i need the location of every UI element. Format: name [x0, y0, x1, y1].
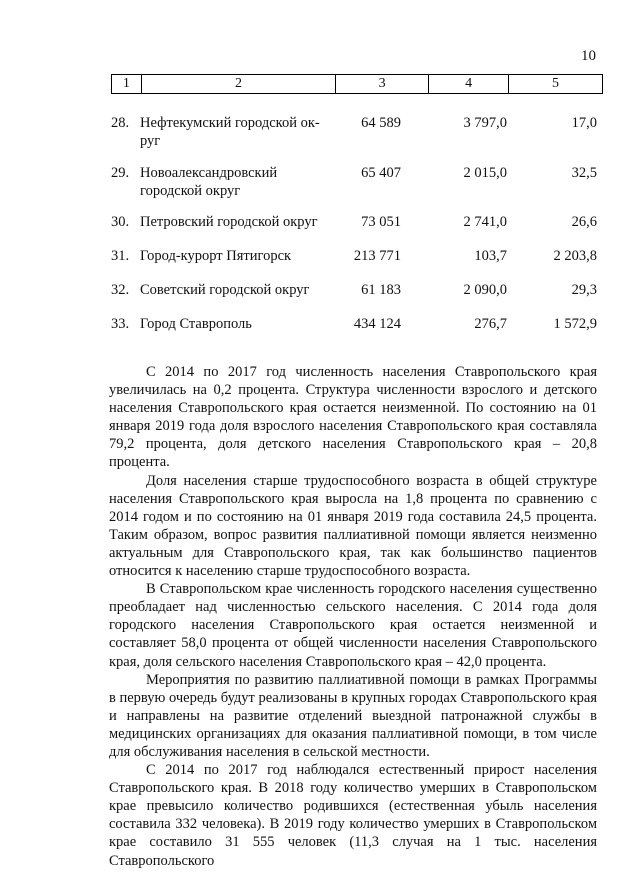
density-value: 29,3: [571, 282, 597, 298]
paragraph: В Ставропольском крае численность городского населения существенно преобладает над численностью сельского населения. С 2014 года доля городского населения Ставропольского края остается неизменной и составляет 58,0 процента от общей численности населения Ставропольского края, доля сельского населения Ставропольского края – 42,0 процента.: [109, 581, 597, 670]
population-value: 61 183: [361, 282, 401, 298]
population-value: 65 407: [361, 165, 401, 181]
header-cell-1: 1: [112, 75, 142, 94]
area-value: 103,7: [474, 248, 507, 264]
population-value: 434 124: [353, 316, 401, 332]
table-header: [111, 74, 603, 94]
municipality-name: Петровский городской округ: [140, 214, 318, 230]
row-number: 33.: [111, 316, 130, 332]
paragraph: Мероприятия по развитию паллиативной помощи в рамках Программы в первую очередь будут реализованы в крупных городах Ставропольского края и направлены на развитие отделений выездной патронажной службы в медицинских организациях для оказания паллиативной помощи, в том числе для обслуживания населения в сельской местности.: [109, 671, 597, 760]
header-cell-5: 5: [509, 75, 603, 94]
area-value: 276,7: [474, 316, 507, 332]
paragraph: С 2014 по 2017 год численность населения Ставропольского края увеличилась на 0,2 процента. Структура численности взрослого и детского населения Ставропольского края остается неизменной. По состоянию на 01 января 2019 года доля взрослого населения Ставропольского края составляла 79,2 процента, доля детского населения Ставропольского края – 20,8 процента.: [109, 364, 597, 471]
row-number: 30.: [111, 214, 130, 230]
row-number: 29.: [111, 165, 130, 181]
density-value: 32,5: [571, 165, 597, 181]
density-value: 17,0: [571, 115, 597, 131]
municipality-name: Новоалександровский городской округ: [140, 165, 278, 199]
density-value: 2 203,8: [553, 248, 597, 264]
municipality-name: Город Ставрополь: [140, 316, 252, 332]
density-value: 1 572,9: [553, 316, 597, 332]
municipality-name: Советский городской округ: [140, 282, 310, 298]
area-value: 2 015,0: [463, 165, 507, 181]
paragraph: Доля населения старше трудоспособного возраста в общей структуре населения Ставропольского края выросла на 1,8 процента по сравнению с 2014 годом и по состоянию на 01 января 2019 года составила 24,5 процента. Таким образом, вопрос развития паллиативной помощи является неизменно актуальным для Ставропольского края, так как большинство пациентов относится к населению старше трудоспособного возраста.: [109, 472, 597, 580]
header-cell-2: 2: [141, 75, 336, 94]
area-value: 3 797,0: [463, 115, 507, 131]
municipality-name: Нефтекумский городской ок-руг: [140, 115, 320, 149]
area-value: 2 741,0: [463, 214, 507, 230]
row-number: 28.: [111, 115, 130, 131]
population-value: 73 051: [361, 214, 401, 230]
header-cell-3: 3: [336, 75, 429, 94]
header-cell-4: 4: [429, 75, 509, 94]
paragraph: С 2014 по 2017 год наблюдался естественный прирост населения Ставропольского края. В 2018 году количество умерших в Ставропольском крае превысило количество родившихся (естественная убыль населения составила 332 человека). В 2019 году количество умерших в Ставропольском крае составило 31 555 человек (11,3 случая на 1 тыс. населения Ставропольского: [109, 762, 597, 869]
density-value: 26,6: [571, 214, 597, 230]
population-value: 213 771: [353, 248, 401, 264]
row-number: 32.: [111, 282, 130, 298]
area-value: 2 090,0: [463, 282, 507, 298]
page-number: 10: [581, 48, 596, 64]
body-text: [109, 363, 597, 870]
municipality-name: Город-курорт Пятигорск: [140, 248, 292, 264]
row-number: 31.: [111, 248, 130, 264]
population-value: 64 589: [361, 115, 401, 131]
